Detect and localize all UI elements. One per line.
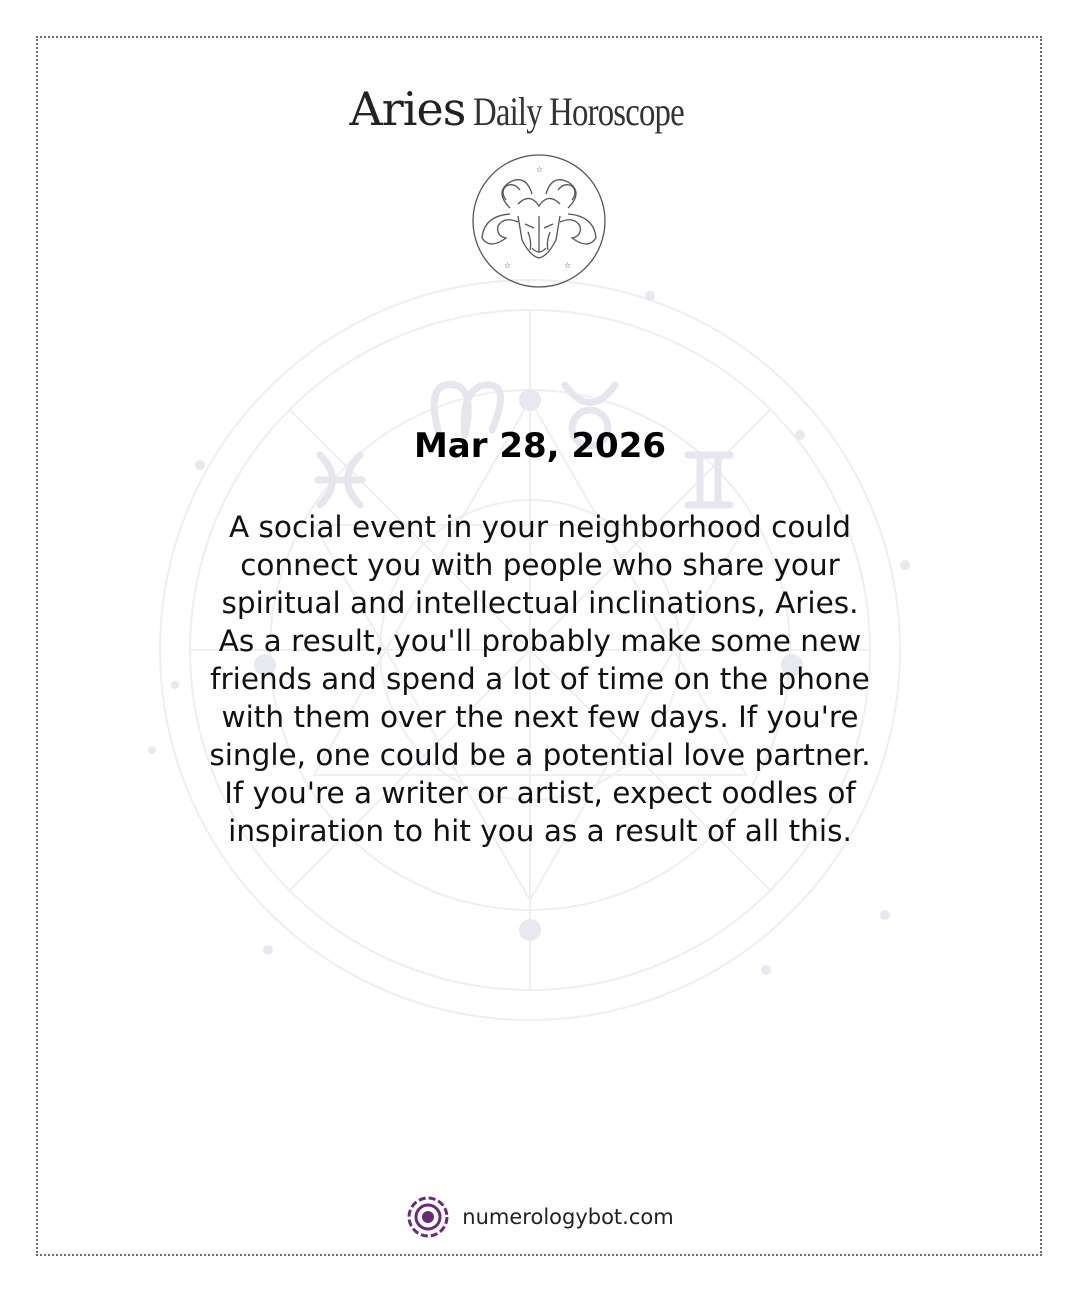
sign-name: Aries: [349, 82, 466, 136]
svg-text:☆: ☆: [504, 261, 512, 270]
horoscope-text: A social event in your neighborhood could connect you with people who share your spiritual and intellectual inclinations, Aries. As a result, you'll probably make some new friends and spend a lot of time on the phone with them over the next few days. If you're single, one could be a potential love partner. If you're a writer or artist, expect oodles of inspiration to hit you as a result of all this.: [209, 510, 871, 848]
page-title: [0, 82, 1080, 136]
footer: [0, 1194, 1080, 1240]
horoscope-date: Mar 28, 2026: [413, 426, 667, 466]
title-rest: Daily Horoscope: [473, 89, 685, 134]
ram-head-icon: [470, 152, 608, 290]
svg-text:☆: ☆: [536, 165, 544, 174]
numerologybot-logo-icon: [406, 1195, 450, 1239]
site-name[interactable]: numerologybot.com: [462, 1205, 674, 1229]
svg-text:☆: ☆: [564, 261, 572, 270]
